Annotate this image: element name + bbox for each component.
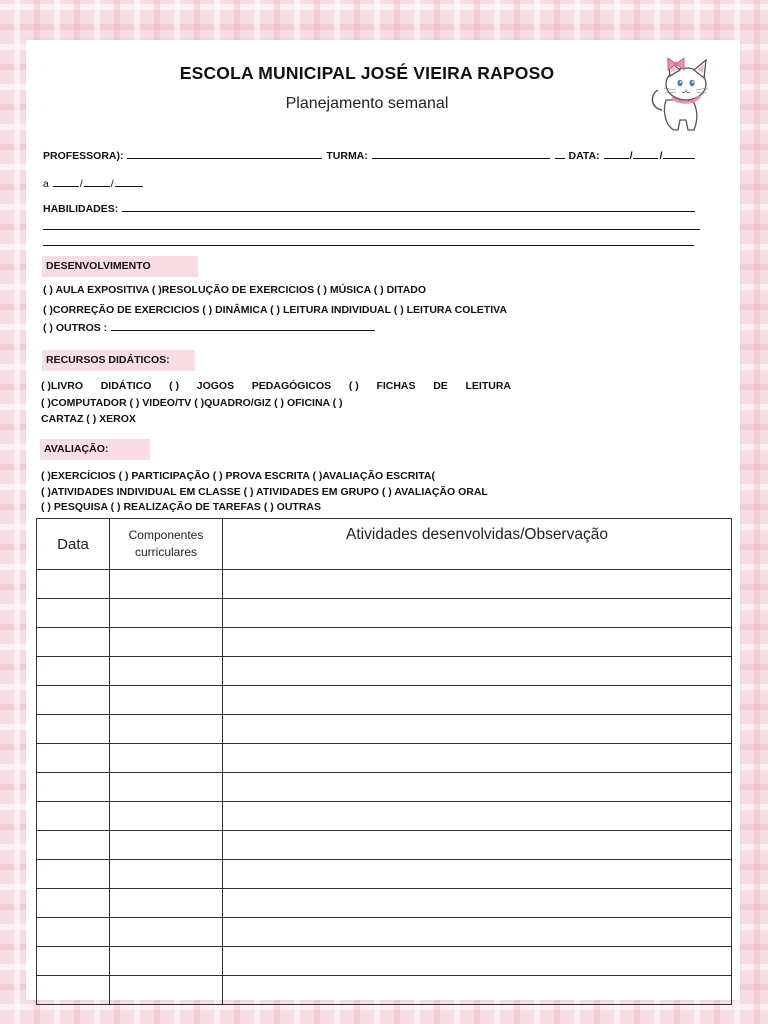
componentes-column-header bbox=[110, 519, 223, 570]
atividades-cell[interactable] bbox=[223, 831, 732, 860]
outros-line bbox=[43, 320, 376, 334]
table-row bbox=[37, 802, 732, 831]
data-cell[interactable] bbox=[37, 657, 110, 686]
habilidades-field[interactable] bbox=[122, 201, 695, 212]
habilidades-line bbox=[43, 201, 696, 215]
data-cell[interactable] bbox=[37, 570, 110, 599]
componentes-cell[interactable] bbox=[110, 773, 223, 802]
componentes-cell[interactable] bbox=[110, 657, 223, 686]
table-row bbox=[37, 947, 732, 976]
atividades-cell[interactable] bbox=[223, 628, 732, 657]
table-row bbox=[37, 599, 732, 628]
table-row bbox=[37, 918, 732, 947]
atividades-cell[interactable] bbox=[223, 947, 732, 976]
recursos-heading: RECURSOS DIDÁTICOS: bbox=[42, 350, 195, 371]
recursos-word: ( ) bbox=[169, 380, 180, 392]
recursos-word: ( ) bbox=[348, 380, 359, 392]
componentes-header-line-1: Componentes bbox=[128, 528, 204, 542]
table-row bbox=[37, 715, 732, 744]
recursos-options-2: ( )COMPUTADOR ( ) VIDEO/TV ( )QUADRO/GIZ ( ) OFICINA ( ) bbox=[41, 397, 343, 409]
atividades-cell[interactable] bbox=[223, 715, 732, 744]
table-header-row bbox=[37, 519, 732, 570]
data-cell[interactable] bbox=[37, 889, 110, 918]
teacher-class-date-line bbox=[43, 148, 696, 162]
componentes-cell[interactable] bbox=[110, 628, 223, 657]
table-row bbox=[37, 831, 732, 860]
atividades-cell[interactable] bbox=[223, 918, 732, 947]
componentes-cell[interactable] bbox=[110, 831, 223, 860]
a-label: a bbox=[43, 178, 49, 190]
end-year-field[interactable] bbox=[115, 176, 143, 187]
table-row bbox=[37, 976, 732, 1005]
end-day-field[interactable] bbox=[53, 176, 79, 187]
componentes-header-line-2: curriculares bbox=[134, 545, 197, 559]
data-cell[interactable] bbox=[37, 802, 110, 831]
atividades-cell[interactable] bbox=[223, 570, 732, 599]
atividades-cell[interactable] bbox=[223, 802, 732, 831]
desenvolvimento-options-2: ( )CORREÇÃO DE EXERCICIOS ( ) DINÂMICA ( ) LEITURA INDIVIDUAL ( ) LEITURA COLETIVA bbox=[43, 304, 507, 316]
table-row bbox=[37, 570, 732, 599]
data-cell[interactable] bbox=[37, 947, 110, 976]
atividades-cell[interactable] bbox=[223, 976, 732, 1005]
data-cell[interactable] bbox=[37, 773, 110, 802]
componentes-cell[interactable] bbox=[110, 889, 223, 918]
data-label: DATA: bbox=[568, 150, 600, 162]
data-column-header: Data bbox=[37, 519, 110, 570]
page-subtitle: Planejamento semanal bbox=[285, 95, 449, 112]
componentes-cell[interactable] bbox=[110, 686, 223, 715]
date-range-end-line bbox=[43, 176, 144, 190]
componentes-cell[interactable] bbox=[110, 570, 223, 599]
componentes-cell[interactable] bbox=[110, 802, 223, 831]
habilidades-line-2[interactable] bbox=[43, 229, 700, 230]
atividades-cell[interactable] bbox=[223, 860, 732, 889]
avaliacao-options-1: ( )EXERCÍCIOS ( ) PARTICIPAÇÃO ( ) PROVA ESCRITA ( )AVALIAÇÃO ESCRITA( bbox=[41, 470, 435, 482]
date-separator: / bbox=[110, 178, 114, 190]
atividades-cell[interactable] bbox=[223, 889, 732, 918]
componentes-cell[interactable] bbox=[110, 947, 223, 976]
data-cell[interactable] bbox=[37, 976, 110, 1005]
date-separator: / bbox=[659, 150, 663, 162]
data-cell[interactable] bbox=[37, 744, 110, 773]
date-separator: / bbox=[629, 150, 633, 162]
atividades-cell[interactable] bbox=[223, 773, 732, 802]
recursos-word: PEDAGÓGICOS bbox=[251, 380, 332, 392]
table-row bbox=[37, 860, 732, 889]
end-month-field[interactable] bbox=[84, 176, 110, 187]
desenvolvimento-options-1: ( ) AULA EXPOSITIVA ( )RESOLUÇÃO DE EXERCICIOS ( ) MÚSICA ( ) DITADO bbox=[43, 284, 427, 296]
table-row bbox=[37, 744, 732, 773]
atividades-cell[interactable] bbox=[223, 686, 732, 715]
professora-field[interactable] bbox=[127, 148, 322, 159]
componentes-cell[interactable] bbox=[110, 744, 223, 773]
data-cell[interactable] bbox=[37, 860, 110, 889]
table-row bbox=[37, 889, 732, 918]
date-month-field[interactable] bbox=[633, 148, 658, 159]
turma-field-extra[interactable] bbox=[555, 148, 565, 159]
componentes-cell[interactable] bbox=[110, 976, 223, 1005]
atividades-column-header: Atividades desenvolvidas/Observação bbox=[223, 519, 732, 570]
data-cell[interactable] bbox=[37, 599, 110, 628]
atividades-cell[interactable] bbox=[223, 657, 732, 686]
date-day-field[interactable] bbox=[604, 148, 629, 159]
recursos-options-3: CARTAZ ( ) XEROX bbox=[41, 413, 136, 425]
date-year-field[interactable] bbox=[663, 148, 695, 159]
white-cat-with-pink-bow-icon bbox=[648, 50, 718, 136]
recursos-word: ( )LIVRO bbox=[41, 380, 83, 392]
turma-label: TURMA: bbox=[326, 150, 368, 162]
data-cell[interactable] bbox=[37, 831, 110, 860]
recursos-word: LEITURA bbox=[465, 380, 511, 392]
componentes-cell[interactable] bbox=[110, 715, 223, 744]
table-body bbox=[37, 570, 732, 1005]
school-name: ESCOLA MUNICIPAL JOSÉ VIEIRA RAPOSO bbox=[179, 63, 555, 83]
table-row bbox=[37, 686, 732, 715]
table-row bbox=[37, 657, 732, 686]
avaliacao-options-3: ( ) PESQUISA ( ) REALIZAÇÃO DE TAREFAS ( ) OUTRAS bbox=[41, 501, 321, 513]
recursos-word: FICHAS bbox=[376, 380, 416, 392]
recursos-options-1 bbox=[41, 380, 511, 392]
componentes-cell[interactable] bbox=[110, 918, 223, 947]
habilidades-line-3[interactable] bbox=[43, 245, 694, 246]
componentes-cell[interactable] bbox=[110, 599, 223, 628]
atividades-cell[interactable] bbox=[223, 599, 732, 628]
componentes-cell[interactable] bbox=[110, 860, 223, 889]
planning-table bbox=[36, 518, 732, 1005]
atividades-cell[interactable] bbox=[223, 744, 732, 773]
data-cell[interactable] bbox=[37, 686, 110, 715]
avaliacao-options-2: ( )ATIVIDADES INDIVIDUAL EM CLASSE ( ) ATIVIDADES EM GRUPO ( ) AVALIAÇÃO ORAL bbox=[41, 486, 488, 498]
outros-label: ( ) OUTROS : bbox=[43, 322, 108, 334]
data-cell[interactable] bbox=[37, 628, 110, 657]
date-separator: / bbox=[79, 178, 83, 190]
habilidades-label: HABILIDADES: bbox=[43, 203, 119, 215]
data-cell[interactable] bbox=[37, 918, 110, 947]
table-row bbox=[37, 773, 732, 802]
desenvolvimento-heading: DESENVOLVIMENTO bbox=[42, 256, 198, 277]
recursos-word: JOGOS bbox=[196, 380, 235, 392]
professora-label: PROFESSORA): bbox=[43, 150, 124, 162]
turma-field[interactable] bbox=[372, 148, 550, 159]
outros-field[interactable] bbox=[111, 320, 375, 331]
avaliacao-heading: AVALIAÇÃO: bbox=[40, 439, 150, 460]
table-row bbox=[37, 628, 732, 657]
recursos-word: DE bbox=[433, 380, 448, 392]
recursos-word: DIDÁTICO bbox=[100, 380, 152, 392]
data-cell[interactable] bbox=[37, 715, 110, 744]
